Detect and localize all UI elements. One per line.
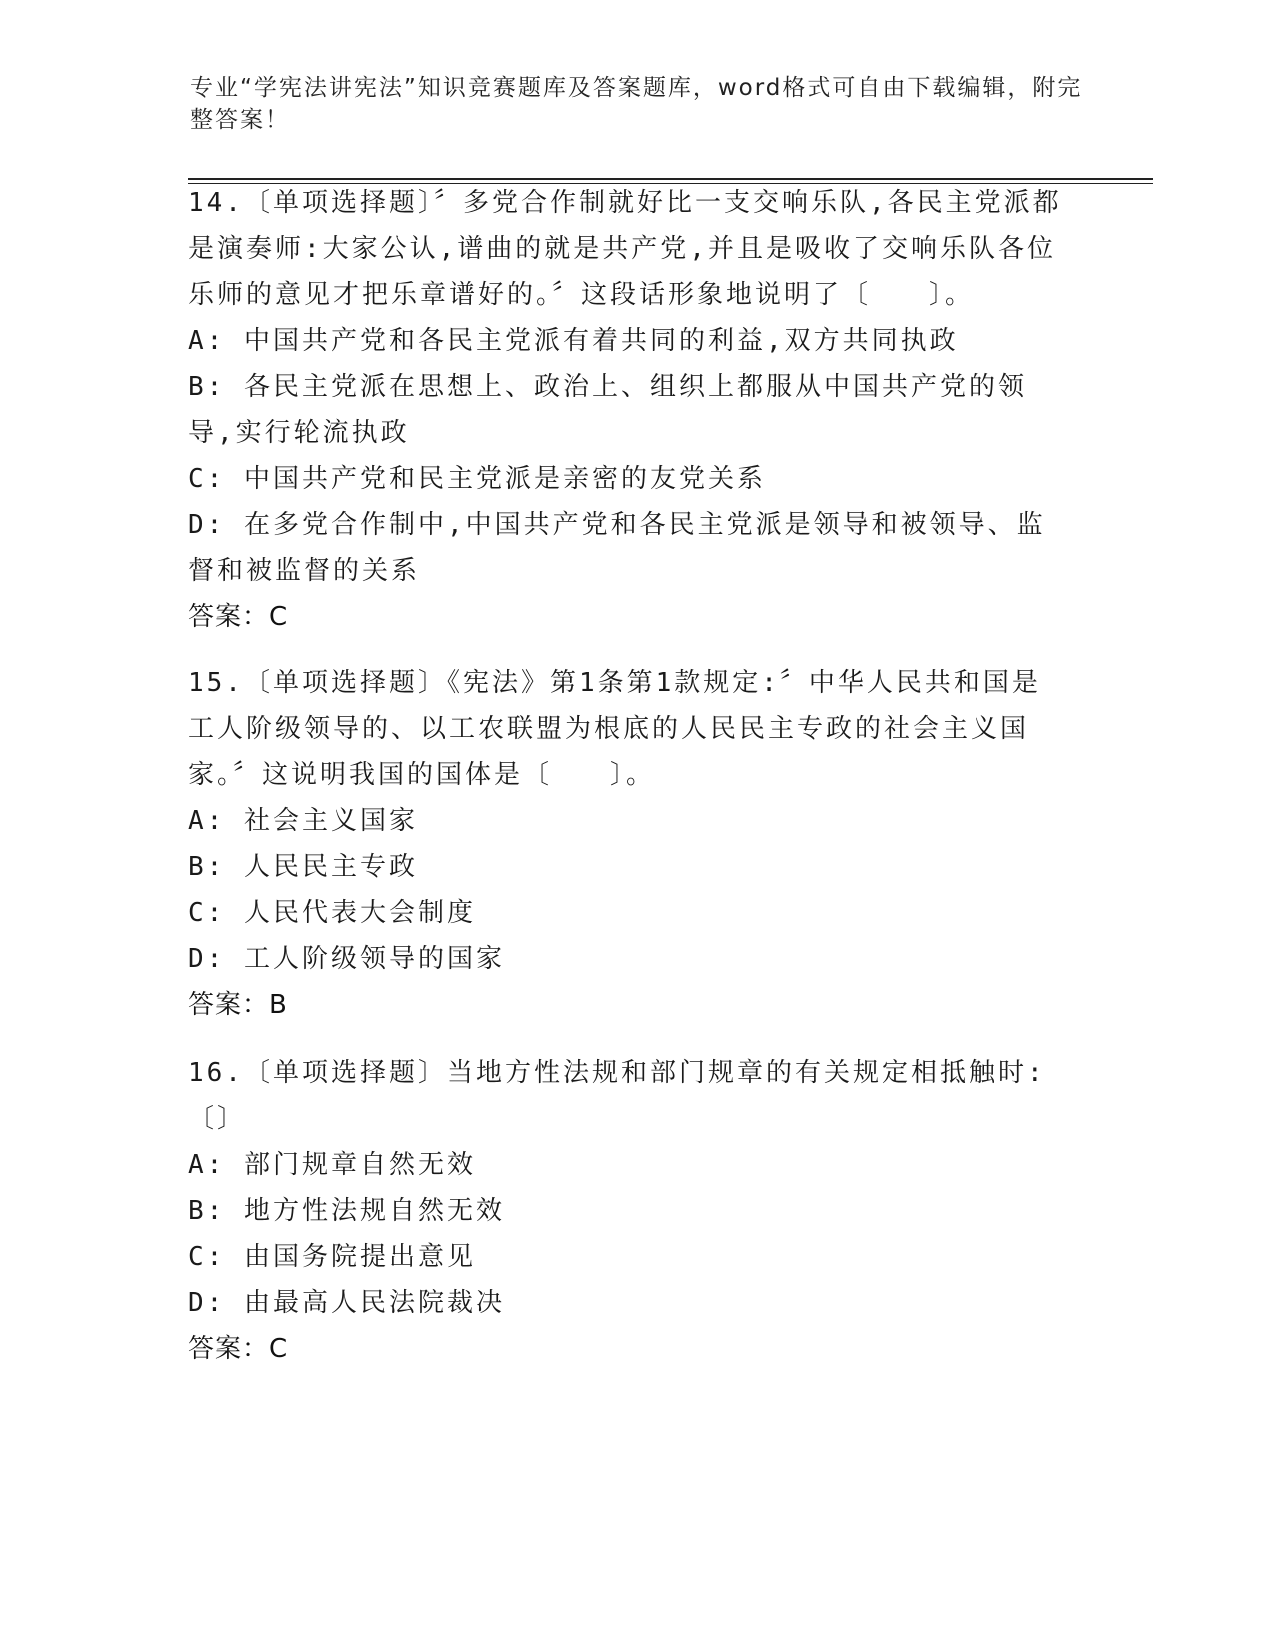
option-a: A: 部门规章自然无效 — [188, 1150, 476, 1180]
question-14 — [188, 180, 1068, 640]
question-stem: 15.〔单项选择题〕《宪法》第1条第1款规定:〞中华人民共和国是工人阶级领导的、以工农联盟为根底的人民民主专政的社会主义国家。〞这说明我国的国体是〔 〕。 — [188, 668, 1041, 790]
answer-line — [188, 1326, 1068, 1372]
answer-label: 答案： — [188, 990, 270, 1020]
answer-value: C — [269, 1334, 289, 1364]
option-c: C: 中国共产党和民主党派是亲密的友党关系 — [188, 464, 766, 494]
answer-line — [188, 594, 1068, 640]
option-b: B: 人民民主专政 — [188, 852, 418, 882]
question-16 — [188, 1050, 1068, 1372]
document-header: 专业“学宪法讲宪法”知识竞赛题库及答案题库，word格式可自由下载编辑，附完整答案！ — [190, 75, 1083, 133]
option-b: B: 各民主党派在思想上、政治上、组织上都服从中国共产党的领导,实行轮流执政 — [188, 372, 1027, 448]
option-d: D: 由最高人民法院裁决 — [188, 1288, 505, 1318]
answer-label: 答案： — [188, 602, 270, 632]
option-c: C: 人民代表大会制度 — [188, 898, 476, 928]
option-d: D: 在多党合作制中,中国共产党和各民主党派是领导和被领导、监督和被监督的关系 — [188, 510, 1046, 586]
answer-label: 答案： — [188, 1334, 270, 1364]
answer-value: B — [269, 990, 288, 1020]
answer-line — [188, 982, 1068, 1028]
option-b: B: 地方性法规自然无效 — [188, 1196, 505, 1226]
question-stem: 16.〔单项选择题〕当地方性法规和部门规章的有关规定相抵触时:〔〕 — [188, 1058, 1046, 1134]
question-stem: 14.〔单项选择题〕〞多党合作制就好比一支交响乐队,各民主党派都是演奏师:大家公认,谱曲的就是共产党,并且是吸收了交响乐队各位乐师的意见才把乐章谱好的。〞这段话形象地说明了〔 〕。 — [188, 188, 1062, 310]
option-c: C: 由国务院提出意见 — [188, 1242, 476, 1272]
option-d: D: 工人阶级领导的国家 — [188, 944, 505, 974]
question-15 — [188, 660, 1068, 1028]
option-a: A: 中国共产党和各民主党派有着共同的利益,双方共同执政 — [188, 326, 959, 356]
option-a: A: 社会主义国家 — [188, 806, 418, 836]
answer-value: C — [269, 602, 289, 632]
